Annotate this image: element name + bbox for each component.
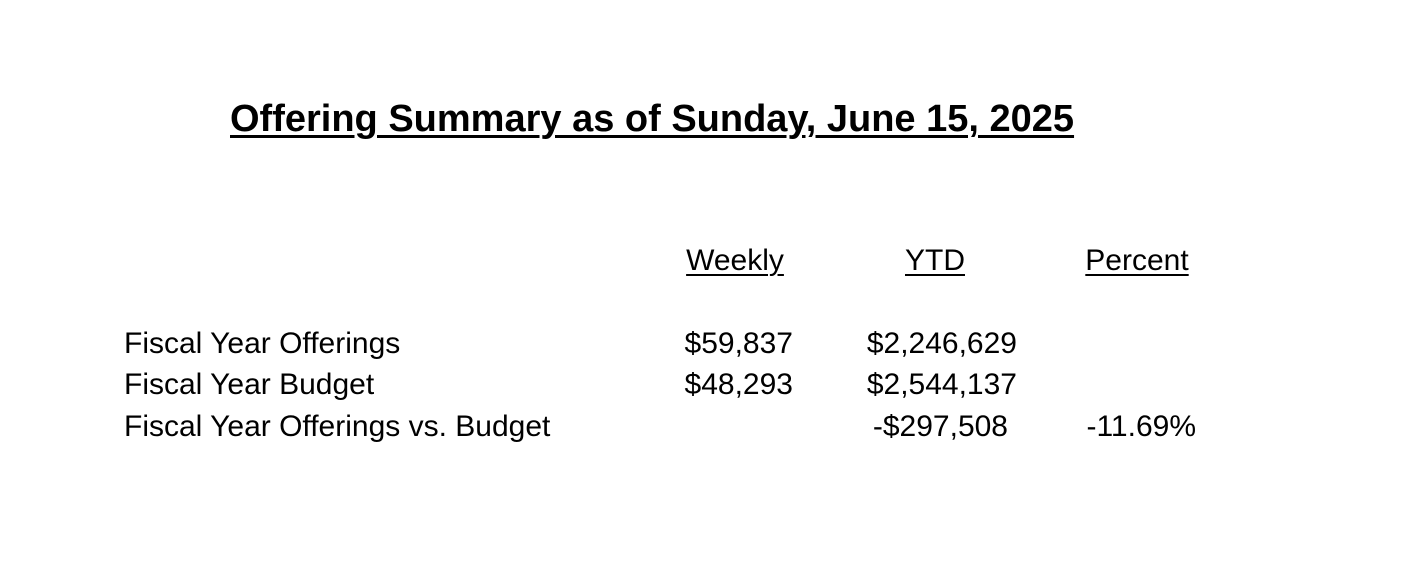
ytd-value: $2,246,629	[866, 327, 1017, 360]
table-row-fiscal-year-offerings	[0, 323, 1404, 365]
table-row-offerings-vs-budget	[0, 406, 1404, 448]
percent-value: -11.69%	[1086, 410, 1196, 443]
weekly-value: $48,293	[684, 368, 793, 401]
column-header-weekly: Weekly	[686, 244, 784, 277]
ytd-value: $2,544,137	[866, 368, 1017, 401]
column-header-percent: Percent	[1085, 244, 1189, 277]
row-label: Fiscal Year Offerings vs. Budget	[124, 410, 551, 443]
ytd-value: -$297,508	[872, 410, 1008, 443]
row-label: Fiscal Year Offerings	[124, 327, 401, 360]
column-header-ytd: YTD	[905, 244, 965, 277]
row-label: Fiscal Year Budget	[124, 368, 375, 401]
table-row-fiscal-year-budget	[0, 364, 1404, 406]
weekly-value: $59,837	[684, 327, 793, 360]
page-title: Offering Summary as of Sunday, June 15, 2025	[230, 98, 1075, 140]
